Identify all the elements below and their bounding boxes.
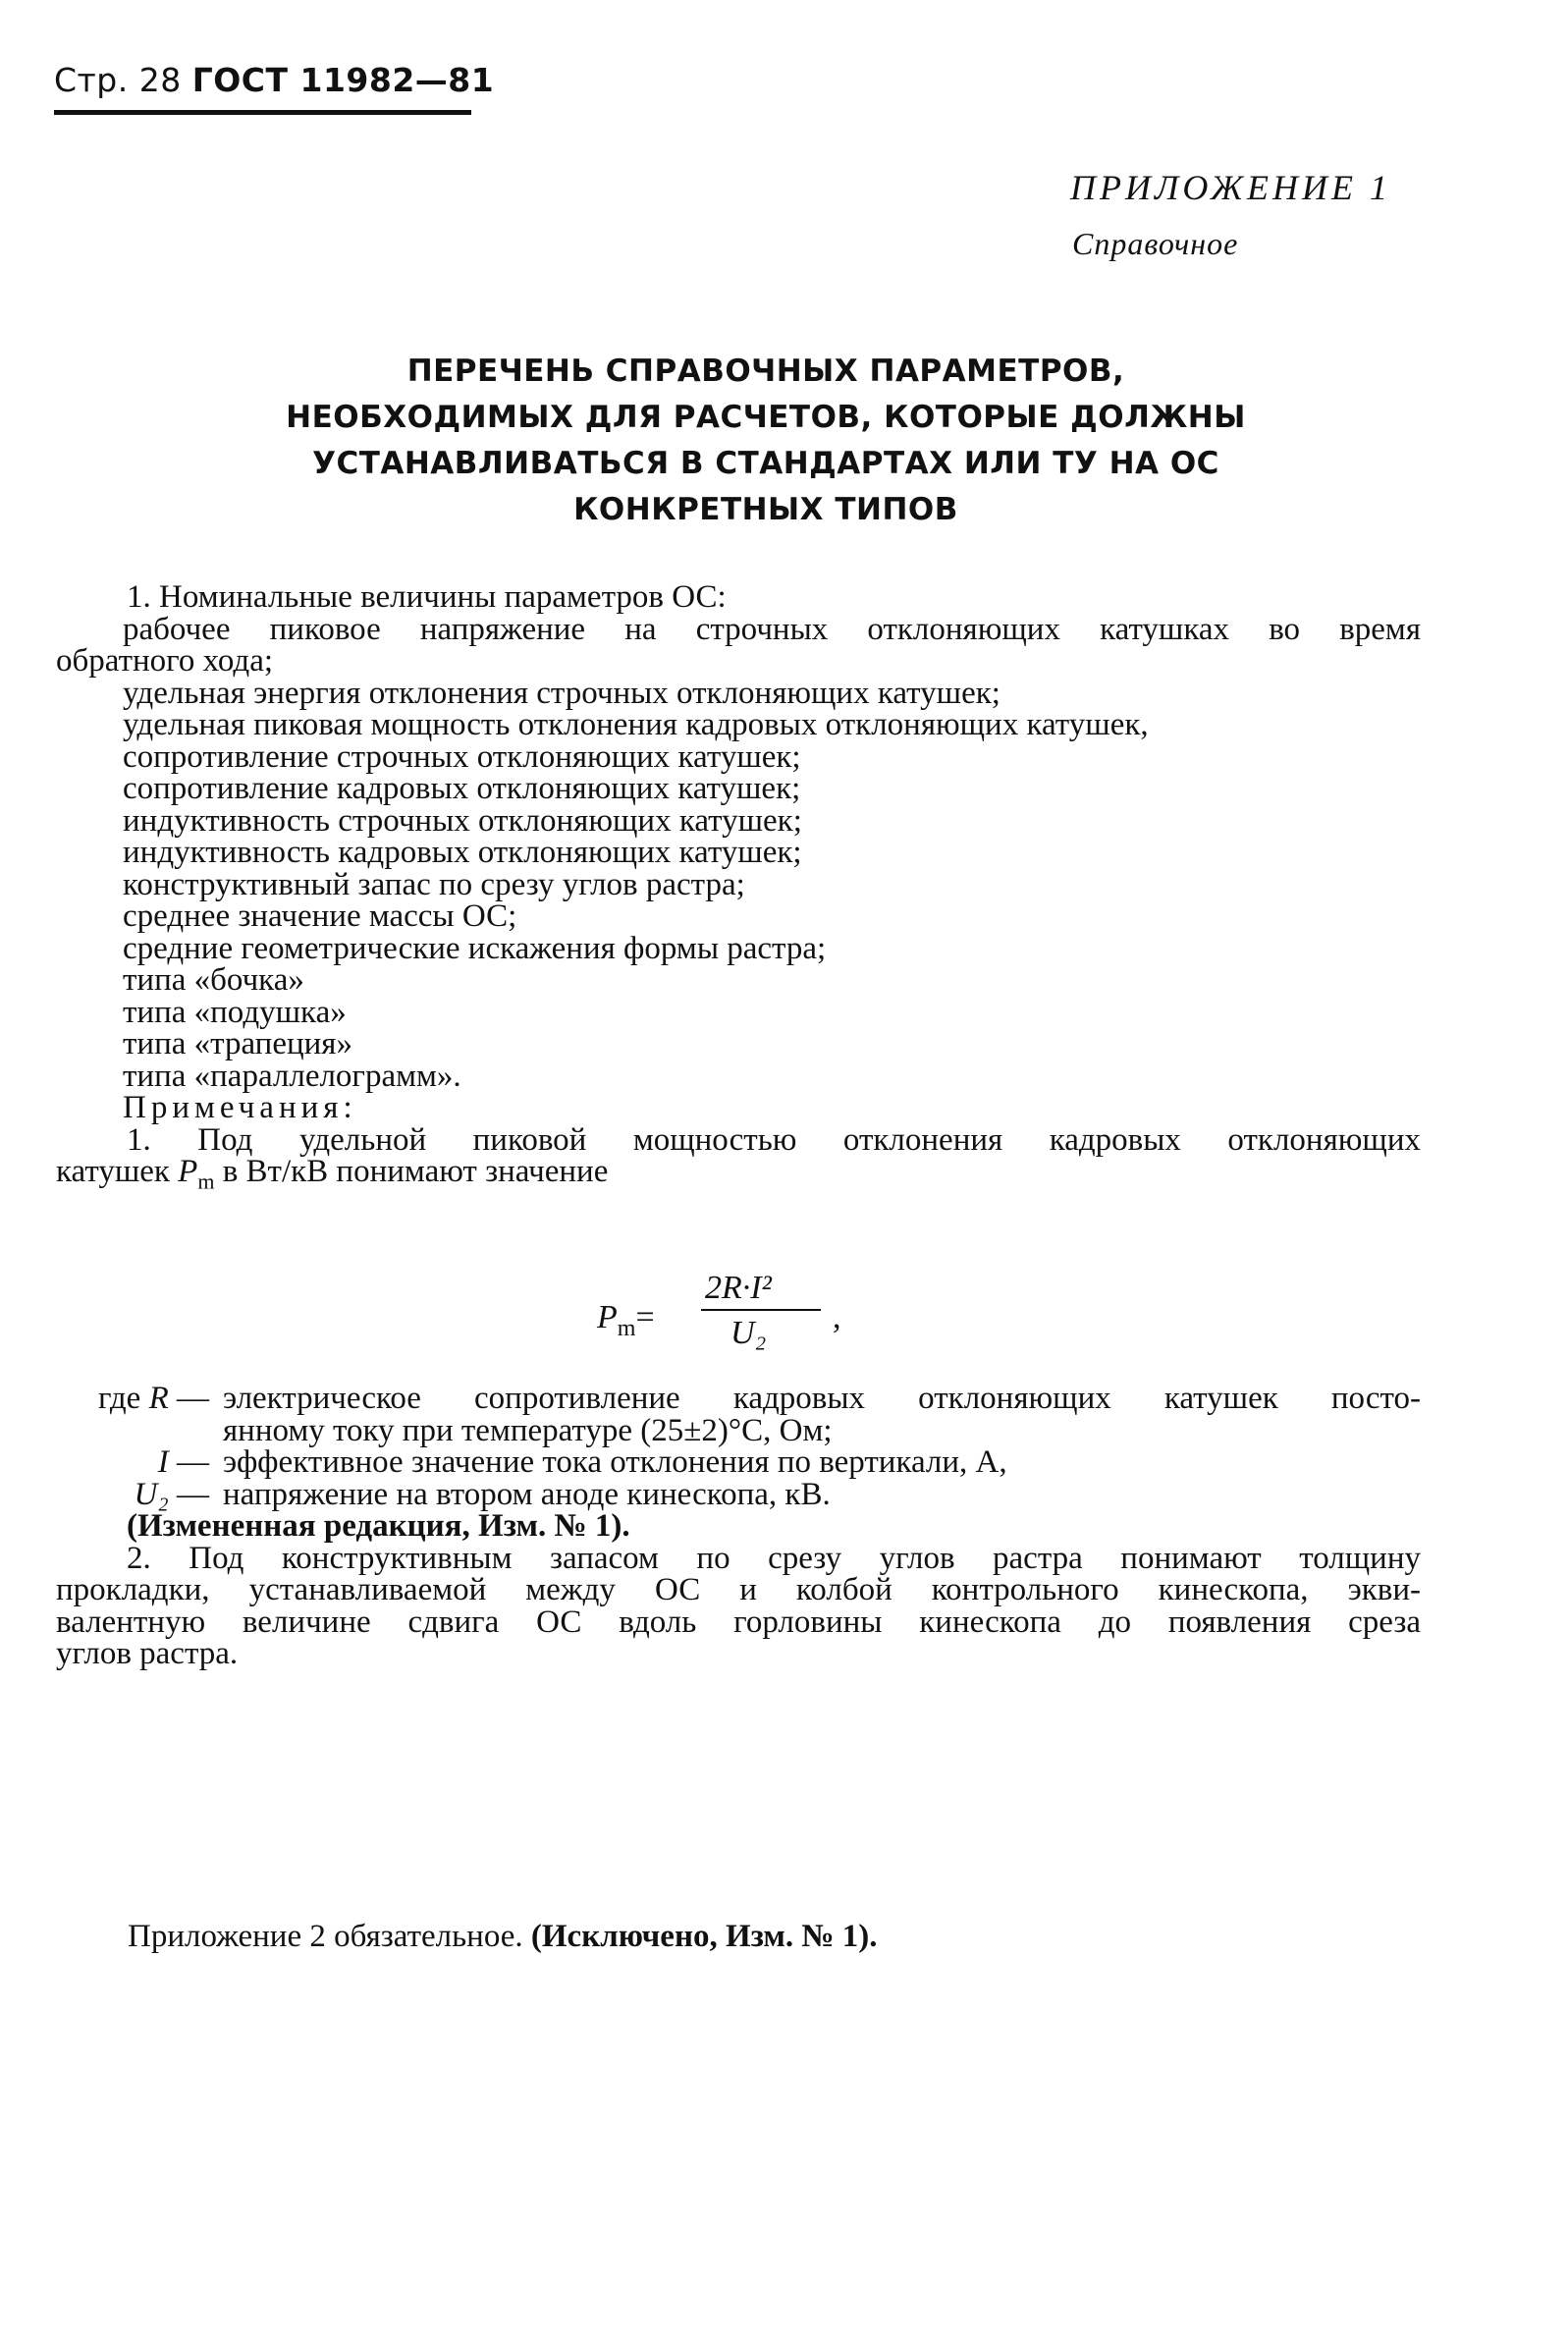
formula-denominator: U₂ bbox=[730, 1315, 767, 1351]
formula-comma: , bbox=[833, 1299, 841, 1335]
definition-row: I — эффективное значение тока отклонения по вертикали, А, bbox=[157, 1444, 1007, 1480]
notes-tail bbox=[56, 1510, 1421, 1670]
revision-note: (Измененная редакция, Изм. № 1). bbox=[127, 1508, 630, 1544]
list-item: конструктивный запас по срезу углов растра; bbox=[123, 866, 745, 902]
heading-line: УСТАНАВЛИВАТЬСЯ В СТАНДАРТАХ ИЛИ ТУ НА ОС bbox=[312, 446, 1219, 481]
fraction-bar bbox=[701, 1309, 821, 1311]
list-item: сопротивление строчных отклоняющих катушек; bbox=[123, 738, 801, 775]
list-item: удельная энергия отклонения строчных отклоняющих катушек; bbox=[123, 675, 1000, 711]
list-item: типа «бочка» bbox=[123, 962, 304, 998]
notes-label: Примечания: bbox=[123, 1090, 357, 1125]
appendix-title: ПРИЛОЖЕНИЕ 1 bbox=[1070, 168, 1391, 207]
list-item: типа «подушка» bbox=[123, 994, 347, 1030]
standard-number: ГОСТ 11982—81 bbox=[191, 61, 495, 99]
definition-row-continuation: янному току при температуре (25±2)°С, Ом; bbox=[223, 1412, 833, 1448]
list-item: средние геометрические искажения формы растра; bbox=[123, 930, 827, 966]
page-number: Стр. 28 bbox=[54, 61, 182, 99]
list-item: сопротивление кадровых отклоняющих катушек; bbox=[123, 771, 801, 806]
parameters-section bbox=[56, 581, 1421, 1198]
appendix-2-note: Приложение 2 обязательное. (Исключено, Изм. № 1). bbox=[128, 1919, 878, 1954]
formula-lhs: $P_m=$ bbox=[597, 1299, 655, 1341]
heading-line: КОНКРЕТНЫХ ТИПОВ bbox=[573, 492, 958, 527]
note-2-line: углов растра. bbox=[56, 1636, 239, 1671]
list-item: среднее значение массы ОС; bbox=[123, 898, 517, 934]
list-item-continuation: обратного хода; bbox=[56, 643, 274, 679]
list-item: типа «параллелограмм». bbox=[123, 1058, 461, 1094]
definition-row: где R — электрическое сопротивление кадровых отклоняющих катушек посто- bbox=[97, 1381, 1421, 1416]
list-item: индуктивность кадровых отклоняющих катушек; bbox=[123, 835, 802, 870]
document-heading bbox=[147, 349, 1384, 533]
symbol-definitions bbox=[56, 1383, 1421, 1510]
note-2: 2. Под конструктивным запасом по срезу углов растра понимают толщину bbox=[127, 1540, 1421, 1576]
note-1: 1. Под удельной пиковой мощностью отклонения кадровых отклоняющих bbox=[127, 1121, 1421, 1158]
note-2-line: прокладки, устанавливаемой между ОС и колбой контрольного кинескопа, экви- bbox=[56, 1572, 1421, 1607]
appendix-subtitle: Справочное bbox=[1072, 226, 1239, 261]
note-2-line: валентную величине сдвига ОС вдоль горловины кинескопа до появления среза bbox=[56, 1604, 1421, 1640]
power-formula bbox=[597, 1270, 852, 1358]
list-item: рабочее пиковое напряжение на строчных отклоняющих катушках во время bbox=[123, 611, 1421, 647]
header-rule bbox=[54, 110, 471, 115]
definition-row: U₂ — напряжение на втором аноде кинескопа, кВ. bbox=[134, 1476, 831, 1512]
list-item: удельная пиковая мощность отклонения кадровых отклоняющих катушек, bbox=[123, 707, 1149, 742]
note-1-continuation: катушек $P_m$ в Вт/кВ понимают значение bbox=[56, 1154, 609, 1194]
list-item: типа «трапеция» bbox=[123, 1026, 352, 1061]
heading-line: ПЕРЕЧЕНЬ СПРАВОЧНЫХ ПАРАМЕТРОВ, bbox=[406, 353, 1125, 389]
section-intro: 1. Номинальные величины параметров ОС: bbox=[127, 579, 727, 615]
symbol-p: P bbox=[178, 1154, 198, 1189]
heading-line: НЕОБХОДИМЫХ ДЛЯ РАСЧЕТОВ, КОТОРЫЕ ДОЛЖНЫ bbox=[286, 400, 1246, 435]
excluded-note: (Исключено, Изм. № 1). bbox=[530, 1919, 878, 1954]
list-item: индуктивность строчных отклоняющих катушек; bbox=[123, 802, 802, 839]
running-header bbox=[54, 61, 494, 99]
formula-numerator: 2R·I² bbox=[705, 1270, 772, 1306]
